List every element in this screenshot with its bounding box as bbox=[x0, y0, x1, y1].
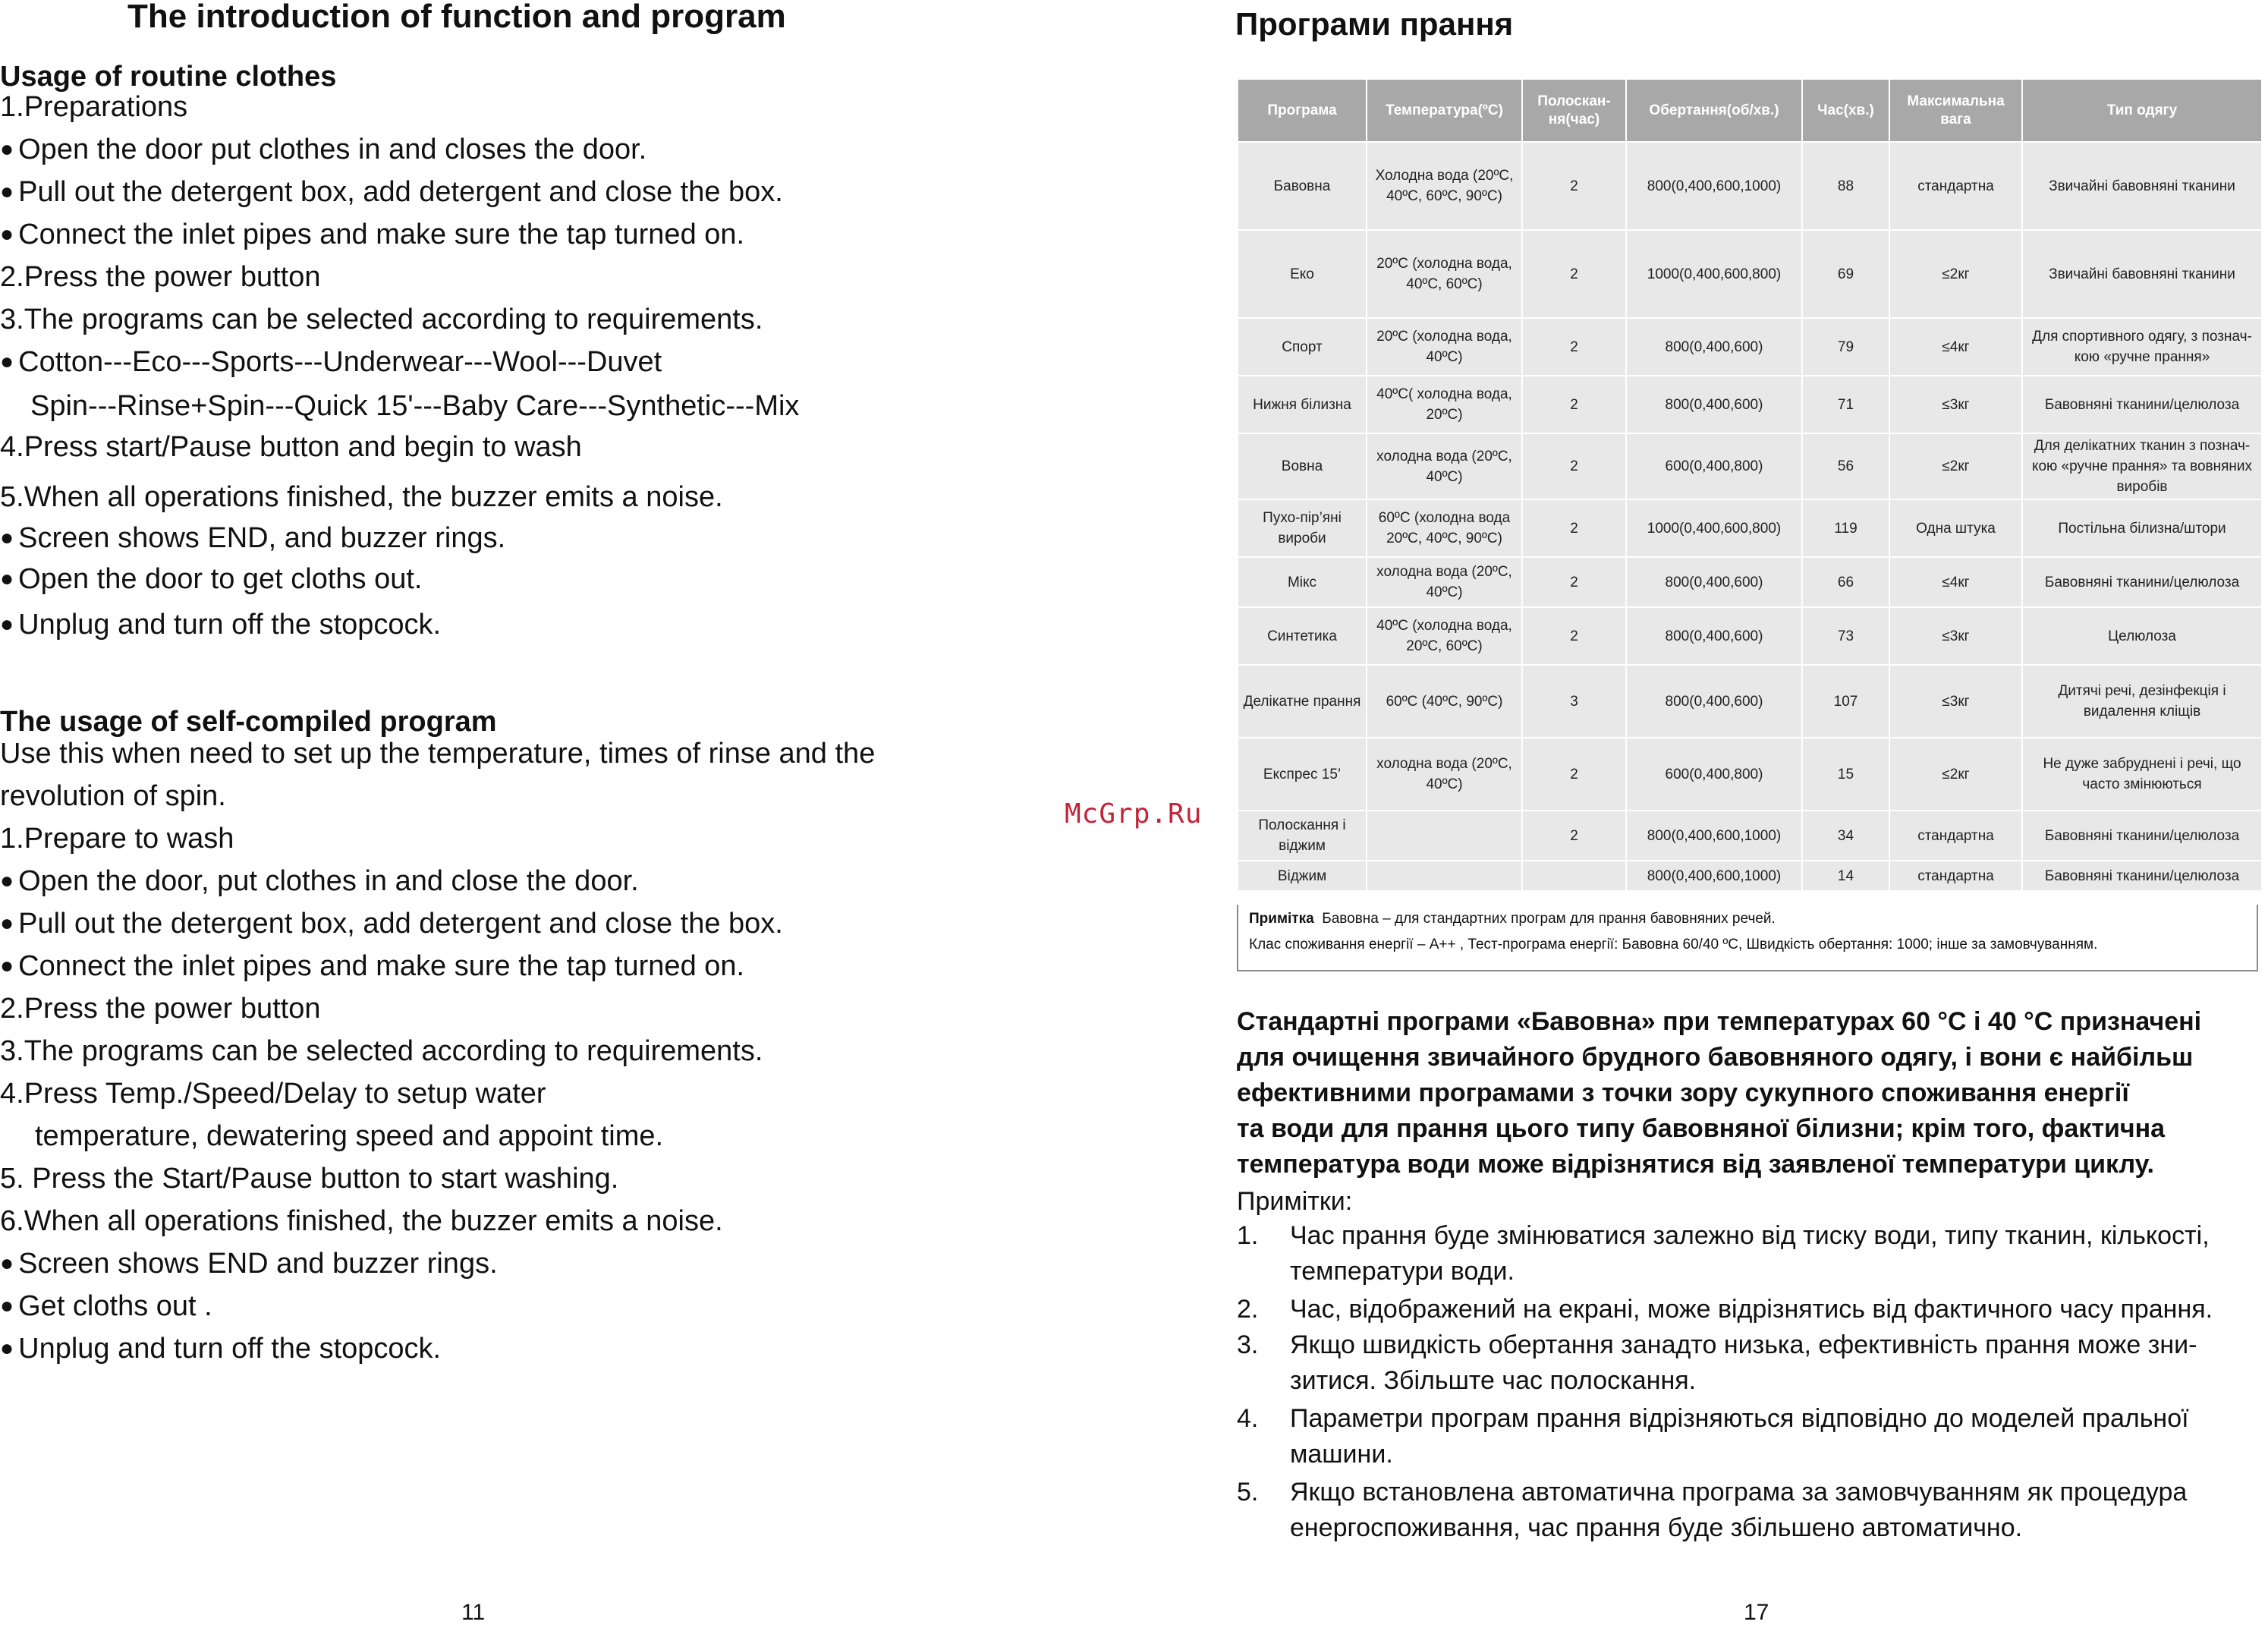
cell-temperature: 20ºC (холодна вода, 40ºC, 60ºC) bbox=[1367, 230, 1522, 318]
instruction-line: ● Open the door, put clothes in and close the door. bbox=[0, 862, 639, 902]
instruction-line: ● Unplug and turn off the stopcock. bbox=[0, 606, 441, 646]
cell-temperature: 20ºC (холодна вода, 40ºC) bbox=[1367, 318, 1522, 376]
header-time: Час(хв.) bbox=[1802, 79, 1889, 142]
note-line: Якщо швидкість обертання занадто низька, ефективність прання може зни- bbox=[1290, 1330, 2197, 1359]
table-note-line1: Бавовна – для стандартних програм для прання бавовняних речей. bbox=[1322, 911, 1776, 927]
table-row bbox=[1238, 376, 2262, 433]
cell-max-weight: ≤3кг bbox=[1889, 607, 2022, 665]
instruction-line: ● Screen shows END, and buzzer rings. bbox=[0, 519, 505, 559]
instruction-line: 4.Press Temp./Speed/Delay to setup water bbox=[0, 1078, 546, 1110]
cell-max-weight: ≤3кг bbox=[1889, 665, 2022, 738]
instruction-line: ● Pull out the detergent box, add detergent and close the box. bbox=[0, 173, 783, 213]
instruction-line: ● Screen shows END and buzzer rings. bbox=[0, 1245, 498, 1285]
table-row bbox=[1238, 607, 2262, 665]
cell-temperature bbox=[1367, 861, 1522, 891]
instruction-line: 6.When all operations finished, the buzzer emits a noise. bbox=[0, 1205, 723, 1237]
left-page-title: The introduction of function and program bbox=[127, 0, 786, 35]
cell-time: 56 bbox=[1802, 433, 1889, 499]
cell-rinse: 2 bbox=[1522, 557, 1626, 607]
notes-title: Примітки: bbox=[1237, 1187, 1353, 1216]
cell-clothes-type: Для спортивного одягу, з познач-кою «ручне прання» bbox=[2022, 318, 2262, 376]
cell-temperature: 60ºC (40ºC, 90ºC) bbox=[1367, 665, 1522, 738]
cell-spin: 600(0,400,800) bbox=[1626, 738, 1802, 811]
cell-clothes-type: Постільна білизна/штори bbox=[2022, 499, 2262, 557]
cell-clothes-type: Бавовняні тканини/целюлоза bbox=[2022, 557, 2262, 607]
instruction-line: Spin---Rinse+Spin---Quick 15'---Baby Care---Synthetic---Mix bbox=[30, 390, 800, 422]
instruction-line: 2.Press the power button bbox=[0, 261, 321, 293]
cell-program: Синтетика bbox=[1238, 607, 1367, 665]
cell-program: Делікатне прання bbox=[1238, 665, 1367, 738]
left-page-number: 11 bbox=[461, 1600, 486, 1625]
cell-temperature: 60ºC (холодна вода 20ºC, 40ºC, 90ºC) bbox=[1367, 499, 1522, 557]
instruction-line: ● Open the door put clothes in and closes the door. bbox=[0, 131, 646, 171]
cell-program: Спорт bbox=[1238, 318, 1367, 376]
cell-spin: 800(0,400,600) bbox=[1626, 607, 1802, 665]
instruction-line: Use this when need to set up the temperature, times of rinse and the bbox=[0, 738, 876, 770]
header-rinse: Полоскан-ня(час) bbox=[1522, 79, 1626, 142]
cell-rinse: 2 bbox=[1522, 811, 1626, 861]
cell-program: Еко bbox=[1238, 230, 1367, 318]
cell-time: 119 bbox=[1802, 499, 1889, 557]
cell-max-weight: ≤4кг bbox=[1889, 557, 2022, 607]
cell-clothes-type: Целюлоза bbox=[2022, 607, 2262, 665]
cell-time: 69 bbox=[1802, 230, 1889, 318]
instruction-line: 5. Press the Start/Pause button to start washing. bbox=[0, 1163, 619, 1195]
instruction-line: revolution of spin. bbox=[0, 780, 226, 812]
cell-clothes-type: Не дуже забруднені і речі, що часто змінюються bbox=[2022, 738, 2262, 811]
cell-time: 79 bbox=[1802, 318, 1889, 376]
table-row bbox=[1238, 142, 2262, 230]
note-line: Параметри програм прання відрізняються відповідно до моделей пральної bbox=[1290, 1404, 2189, 1433]
cell-spin: 800(0,400,600,1000) bbox=[1626, 861, 1802, 891]
instruction-line: 2.Press the power button bbox=[0, 993, 321, 1025]
cell-time: 15 bbox=[1802, 738, 1889, 811]
cell-spin: 800(0,400,600,1000) bbox=[1626, 811, 1802, 861]
instruction-line: ● Get cloths out . bbox=[0, 1287, 212, 1327]
cell-spin: 800(0,400,600) bbox=[1626, 557, 1802, 607]
cell-rinse: 2 bbox=[1522, 499, 1626, 557]
cell-program: Мікс bbox=[1238, 557, 1367, 607]
cell-time: 73 bbox=[1802, 607, 1889, 665]
table-row bbox=[1238, 433, 2262, 499]
instruction-line: 3.The programs can be selected according to requirements. bbox=[0, 1035, 763, 1067]
cell-clothes-type: Звичайні бавовняні тканини bbox=[2022, 142, 2262, 230]
note-line: машини. bbox=[1290, 1440, 1393, 1469]
header-temperature: Температура(ºC) bbox=[1367, 79, 1522, 142]
bold-paragraph-line: для очищення звичайного брудного бавовняного одягу, і вони є найбільш bbox=[1237, 1043, 2194, 1072]
note-number: 2. bbox=[1237, 1295, 1259, 1324]
cell-rinse bbox=[1522, 861, 1626, 891]
header-clothes-type: Тип одягу bbox=[2022, 79, 2262, 142]
cell-temperature bbox=[1367, 811, 1522, 861]
instruction-line: ● Pull out the detergent box, add detergent and close the box. bbox=[0, 905, 783, 945]
table-note bbox=[1237, 905, 2258, 971]
notes-list bbox=[0, 1217, 2268, 1544]
cell-temperature: холодна вода (20ºC, 40ºC) bbox=[1367, 557, 1522, 607]
cell-max-weight: стандартна bbox=[1889, 861, 2022, 891]
cell-program: Віджим bbox=[1238, 861, 1367, 891]
instruction-line: 3.The programs can be selected according to requirements. bbox=[0, 304, 763, 335]
program-table bbox=[1237, 78, 2263, 892]
cell-spin: 800(0,400,600) bbox=[1626, 376, 1802, 433]
cell-time: 71 bbox=[1802, 376, 1889, 433]
note-line: енергоспоживання, час прання буде збільшено автоматично. bbox=[1290, 1513, 2023, 1542]
cell-program: Нижня білизна bbox=[1238, 376, 1367, 433]
instruction-line: temperature, dewatering speed and appoint time. bbox=[35, 1120, 664, 1152]
cell-clothes-type: Звичайні бавовняні тканини bbox=[2022, 230, 2262, 318]
cell-max-weight: стандартна bbox=[1889, 142, 2022, 230]
cell-program: Вовна bbox=[1238, 433, 1367, 499]
cell-time: 88 bbox=[1802, 142, 1889, 230]
instruction-line: 5.When all operations finished, the buzzer emits a noise. bbox=[0, 481, 723, 513]
cell-rinse: 3 bbox=[1522, 665, 1626, 738]
cell-rinse: 2 bbox=[1522, 142, 1626, 230]
note-number: 4. bbox=[1237, 1404, 1259, 1433]
note-number: 3. bbox=[1237, 1330, 1259, 1359]
cell-spin: 600(0,400,800) bbox=[1626, 433, 1802, 499]
cell-rinse: 2 bbox=[1522, 318, 1626, 376]
note-line: температури води. bbox=[1290, 1257, 1515, 1286]
header-max-weight: Максимальна вага bbox=[1889, 79, 2022, 142]
cell-clothes-type: Бавовняні тканини/целюлоза bbox=[2022, 811, 2262, 861]
instruction-line: 1.Prepare to wash bbox=[0, 823, 234, 855]
right-page-number: 17 bbox=[1744, 1600, 1769, 1625]
instruction-line: ● Connect the inlet pipes and make sure the tap turned on. bbox=[0, 947, 744, 987]
cell-max-weight: ≤3кг bbox=[1889, 376, 2022, 433]
cell-time: 66 bbox=[1802, 557, 1889, 607]
cell-max-weight: Одна штука bbox=[1889, 499, 2022, 557]
self-compiled-heading: The usage of self-compiled program bbox=[0, 706, 497, 738]
instruction-line: ● Open the door to get cloths out. bbox=[0, 560, 422, 600]
cell-rinse: 2 bbox=[1522, 738, 1626, 811]
table-note-label: Примітка bbox=[1249, 911, 1314, 927]
cell-rinse: 2 bbox=[1522, 607, 1626, 665]
cell-time: 14 bbox=[1802, 861, 1889, 891]
instruction-line: ● Unplug and turn off the stopcock. bbox=[0, 1330, 441, 1370]
table-row bbox=[1238, 665, 2262, 738]
cell-clothes-type: Бавовняні тканини/целюлоза bbox=[2022, 376, 2262, 433]
note-number: 1. bbox=[1237, 1221, 1259, 1250]
cell-program: Пухо-пір’яні вироби bbox=[1238, 499, 1367, 557]
instruction-line: ● Cotton---Eco---Sports---Underwear---Wool---Duvet bbox=[0, 343, 662, 383]
cell-max-weight: стандартна bbox=[1889, 811, 2022, 861]
cell-spin: 800(0,400,600) bbox=[1626, 665, 1802, 738]
instruction-line: 4.Press start/Pause button and begin to wash bbox=[0, 431, 582, 463]
cell-spin: 800(0,400,600) bbox=[1626, 318, 1802, 376]
bold-paragraph-line: Стандартні програми «Бавовна» при температурах 60 °C і 40 °C призначені bbox=[1237, 1007, 2202, 1036]
cell-temperature: холодна вода (20ºC, 40ºC) bbox=[1367, 433, 1522, 499]
cell-spin: 1000(0,400,600,800) bbox=[1626, 230, 1802, 318]
cell-spin: 800(0,400,600,1000) bbox=[1626, 142, 1802, 230]
cell-rinse: 2 bbox=[1522, 376, 1626, 433]
cell-rinse: 2 bbox=[1522, 433, 1626, 499]
table-body bbox=[1238, 142, 2262, 891]
bold-paragraph-line: ефективними програмами з точки зору сукупного споживання енергії bbox=[1237, 1078, 2129, 1107]
cell-max-weight: ≤2кг bbox=[1889, 230, 2022, 318]
table-row bbox=[1238, 499, 2262, 557]
watermark-text: McGrp.Ru bbox=[1065, 798, 1203, 830]
bold-paragraph-line: температура води може відрізнятися від заявленої температури циклу. bbox=[1237, 1150, 2154, 1179]
table-header-row bbox=[1238, 79, 2262, 142]
cell-temperature: 40ºC (холодна вода, 20ºC, 60ºC) bbox=[1367, 607, 1522, 665]
cell-max-weight: ≤2кг bbox=[1889, 433, 2022, 499]
cell-program: Експрес 15’ bbox=[1238, 738, 1367, 811]
note-line: Час, відображений на екрані, може відрізнятись від фактичного часу прання. bbox=[1290, 1295, 2213, 1324]
table-row bbox=[1238, 811, 2262, 861]
cell-clothes-type: Дитячі речі, дезінфекція і видалення кліщів bbox=[2022, 665, 2262, 738]
cell-temperature: холодна вода (20ºC, 40ºC) bbox=[1367, 738, 1522, 811]
table-note-line2: Клас споживання енергії – А++ , Тест-програма енергії: Бавовна 60/40 ºC, Швидкість обертання: 1000; інше за замовчуванням. bbox=[1249, 937, 2098, 952]
cell-temperature: 40ºC( холодна вода, 20ºC) bbox=[1367, 376, 1522, 433]
table-row bbox=[1238, 738, 2262, 811]
note-number: 5. bbox=[1237, 1478, 1259, 1507]
cell-time: 34 bbox=[1802, 811, 1889, 861]
header-spin: Обертання(об/хв.) bbox=[1626, 79, 1802, 142]
bold-paragraph bbox=[0, 1003, 2268, 1193]
bold-paragraph-line: та води для прання цього типу бавовняної білизни; крім того, фактична bbox=[1237, 1114, 2166, 1143]
routine-heading: Usage of routine clothes bbox=[0, 61, 337, 93]
header-program: Програма bbox=[1238, 79, 1367, 142]
cell-program: Полоскання і віджим bbox=[1238, 811, 1367, 861]
cell-clothes-type: Бавовняні тканини/целюлоза bbox=[2022, 861, 2262, 891]
cell-spin: 1000(0,400,600,800) bbox=[1626, 499, 1802, 557]
note-line: зитися. Збільште час полоскання. bbox=[1290, 1366, 1697, 1395]
table-row bbox=[1238, 861, 2262, 891]
instruction-line: ● Connect the inlet pipes and make sure the tap turned on. bbox=[0, 216, 744, 256]
routine-section bbox=[0, 58, 1047, 665]
note-line: Час прання буде змінюватися залежно від тиску води, типу тканин, кількості, bbox=[1290, 1221, 2210, 1250]
cell-program: Бавовна bbox=[1238, 142, 1367, 230]
table-row bbox=[1238, 557, 2262, 607]
cell-time: 107 bbox=[1802, 665, 1889, 738]
table-row bbox=[1238, 318, 2262, 376]
right-page-title: Програми прання bbox=[1235, 6, 1514, 42]
cell-rinse: 2 bbox=[1522, 230, 1626, 318]
table-row bbox=[1238, 230, 2262, 318]
cell-temperature: Холодна вода (20ºC, 40ºC, 60ºC, 90ºC) bbox=[1367, 142, 1522, 230]
cell-max-weight: ≤4кг bbox=[1889, 318, 2022, 376]
note-line: Якщо встановлена автоматична програма за замовчуванням як процедура bbox=[1290, 1478, 2188, 1507]
cell-max-weight: ≤2кг bbox=[1889, 738, 2022, 811]
instruction-line: 1.Preparations bbox=[0, 91, 188, 123]
cell-clothes-type: Для делікатних тканин з познач-кою «ручне прання» та вовняних виробів bbox=[2022, 433, 2262, 499]
